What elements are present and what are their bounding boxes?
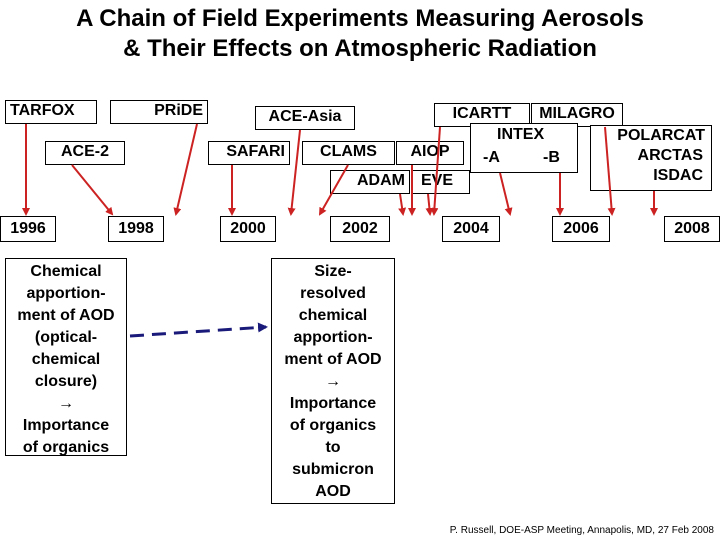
- year-2006: 2006: [552, 216, 610, 242]
- year-2000: 2000: [220, 216, 276, 242]
- arrow-milagro: [605, 127, 612, 214]
- year-2004: 2004: [442, 216, 500, 242]
- experiment-arctas: ARCTAS: [637, 147, 703, 164]
- arrow-pride: [176, 124, 197, 214]
- experiment-pride: PRiDE: [110, 100, 208, 124]
- title-line-2: & Their Effects on Atmospheric Radiation: [123, 35, 597, 62]
- footer-credit: P. Russell, DOE-ASP Meeting, Annapolis, MD, 27 Feb 2008: [449, 525, 714, 536]
- experiment-eve: EVE: [412, 170, 470, 194]
- experiment-safari: SAFARI: [208, 141, 290, 165]
- arrow-ace-asia: [291, 130, 300, 214]
- intex-label: INTEX: [497, 126, 545, 143]
- experiment-tarfox: TARFOX: [5, 100, 97, 124]
- arrow-ace-2: [72, 165, 112, 214]
- experiment-isdac: ISDAC: [653, 167, 703, 184]
- year-1998: 1998: [108, 216, 164, 242]
- experiment-icartt: ICARTT: [434, 103, 530, 127]
- experiment-adam: ADAM: [330, 170, 410, 194]
- intex-a-label: -A: [483, 149, 500, 166]
- year-1996: 1996: [0, 216, 56, 242]
- intex-b-label: -B: [543, 149, 560, 166]
- year-2008: 2008: [664, 216, 720, 242]
- title-line-1: A Chain of Field Experiments Measuring Aerosols: [76, 5, 644, 32]
- arrow-intex-a: [500, 173, 510, 214]
- arrow-eve: [428, 194, 430, 214]
- arrow-icartt: [434, 127, 440, 214]
- note-optical-chemical-closure: Chemical apportion- ment of AOD (optical- chemical closure) → Importance of organics: [5, 258, 127, 456]
- experiment-aiop: AIOP: [396, 141, 464, 165]
- experiment-clams: CLAMS: [302, 141, 395, 165]
- dashed-arrow-connection: [130, 327, 266, 336]
- arrow-adam: [400, 194, 403, 214]
- experiment-ace-2: ACE-2: [45, 141, 125, 165]
- arrow-clams: [320, 165, 348, 214]
- note-size-resolved-apportionment: Size- resolved chemical apportion- ment of AOD → Importance of organics to submicron AOD: [271, 258, 395, 504]
- experiment-ace-asia: ACE-Asia: [255, 106, 355, 130]
- experiment-polarcat: POLARCAT: [617, 127, 705, 144]
- year-2002: 2002: [330, 216, 390, 242]
- experiment-milagro: MILAGRO: [531, 103, 623, 127]
